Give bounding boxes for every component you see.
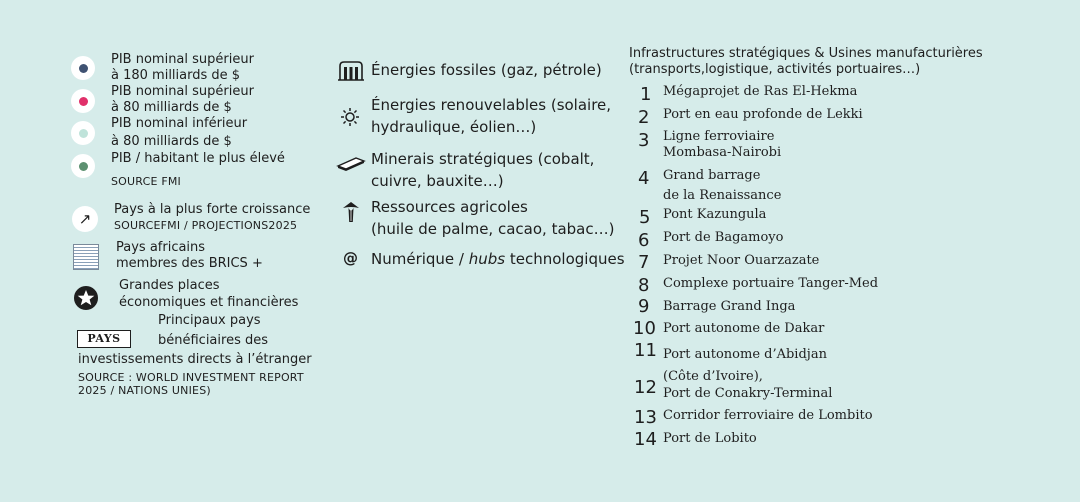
pib-above-180-label	[111, 52, 254, 84]
pib-per-capita-marker	[71, 154, 95, 178]
renewable-line1: Énergies renouvelables (solaire,	[371, 96, 612, 114]
brics-hatch-icon	[73, 244, 99, 270]
infrastructure-heading-line1: Infrastructures stratégiques & Usines manufacturières	[629, 46, 983, 61]
infra-item-8: Complexe portuaire Tanger-Med	[663, 276, 879, 291]
pib-above-80-dot	[79, 97, 88, 106]
infra-item-6: Port de Bagamoyo	[663, 230, 784, 245]
source3-line2: 2025 / NATIONS UNIES)	[78, 384, 211, 397]
ide-line1: Principaux pays	[158, 313, 261, 328]
infra-number-2: 2	[638, 107, 650, 128]
ide-label-top	[158, 312, 268, 350]
agriculture-icon	[340, 201, 362, 227]
infra-number-10: 10	[633, 318, 656, 339]
infra-item-4-line1: Grand barrage	[663, 168, 761, 183]
infra-item-3-line2: Mombasa-Nairobi	[663, 145, 782, 160]
digital-text-a: Numérique /	[371, 250, 469, 268]
brics-label	[116, 240, 263, 272]
infra-number-8: 8	[638, 275, 650, 296]
infra-number-6: 6	[638, 230, 650, 251]
pib-above-80-marker	[71, 89, 95, 113]
financial-centers-line2: économiques et financières	[119, 295, 299, 310]
pib-below-80-marker	[71, 121, 95, 145]
digital-text-c: technologiques	[505, 250, 625, 268]
ide-line2: bénéficiaires des	[158, 333, 268, 348]
infra-number-1: 1	[640, 84, 652, 105]
infra-item-1: Mégaprojet de Ras El-Hekma	[663, 84, 858, 99]
agriculture-label	[371, 196, 614, 240]
minerals-line1: Minerais stratégiques (cobalt,	[371, 150, 595, 168]
ingot-icon	[336, 154, 366, 176]
renewable-energy-label	[371, 94, 611, 138]
infra-item-11	[663, 344, 827, 388]
digital-text-hubs: hubs	[468, 250, 506, 268]
source-world-investment-report	[78, 371, 304, 397]
financial-centers-line1: Grandes places	[119, 278, 220, 293]
fossil-energy-label: Énergies fossiles (gaz, pétrole)	[371, 61, 602, 79]
infra-item-9: Barrage Grand Inga	[663, 299, 796, 314]
arrow-up-right-icon: ↗	[72, 206, 98, 232]
pib-above-80-label	[111, 84, 254, 116]
agriculture-line1: Ressources agricoles	[371, 198, 528, 216]
brics-line2: membres des BRICS +	[116, 256, 263, 271]
infra-item-12: Port de Conakry-Terminal	[663, 386, 833, 401]
infra-number-14: 14	[634, 429, 657, 450]
at-sign-icon: @	[343, 249, 358, 267]
pib-above-80-line1: PIB nominal supérieur	[111, 84, 254, 99]
pib-above-180-dot	[79, 64, 88, 73]
infra-item-4-line2: de la Renaissance	[663, 188, 782, 203]
minerals-label	[371, 148, 594, 192]
pib-above-180-line1: PIB nominal supérieur	[111, 52, 254, 67]
growth-label: Pays à la plus forte croissance	[114, 202, 311, 217]
infra-item-7: Projet Noor Ouarzazate	[663, 253, 820, 268]
infra-item-13: Corridor ferroviaire de Lombito	[663, 408, 873, 423]
infra-item-11-line1: Port autonome d’Abidjan	[663, 347, 827, 362]
pib-below-80-dot	[79, 129, 88, 138]
infra-item-4	[663, 166, 781, 206]
minerals-line2: cuivre, bauxite…)	[371, 172, 504, 190]
pays-label-box: PAYS	[77, 330, 131, 348]
infrastructure-heading	[629, 46, 983, 78]
infra-item-10: Port autonome de Dakar	[663, 321, 825, 336]
digital-label	[371, 248, 625, 270]
pib-above-180-marker	[71, 56, 95, 80]
infra-number-9: 9	[638, 296, 650, 317]
financial-centers-label	[119, 277, 298, 311]
infra-number-4: 4	[638, 168, 650, 189]
sun-glyph	[341, 108, 359, 126]
infra-item-3-line1: Ligne ferroviaire	[663, 129, 775, 144]
sun-icon	[341, 108, 359, 130]
source-fmi-projections: SOURCEFMI / PROJECTIONS2025	[114, 219, 298, 232]
source3-line1: SOURCE : WORLD INVESTMENT REPORT	[78, 371, 304, 384]
brics-line1: Pays africains	[116, 240, 206, 255]
infra-item-2: Port en eau profonde de Lekki	[663, 107, 863, 122]
infra-item-14: Port de Lobito	[663, 431, 757, 446]
ingot-glyph	[336, 154, 366, 172]
infra-number-7: 7	[638, 252, 650, 273]
star-icon	[74, 286, 98, 310]
infra-number-3: 3	[638, 130, 650, 151]
source-fmi: SOURCE FMI	[111, 175, 181, 188]
pib-below-80-line2: à 80 milliards de $	[111, 134, 232, 149]
ide-line3: investissements directs à l’étranger	[78, 352, 312, 367]
renewable-line2: hydraulique, éolien…)	[371, 118, 537, 136]
infra-number-13: 13	[634, 407, 657, 428]
pib-per-capita-dot	[79, 162, 88, 171]
pib-per-capita-label: PIB / habitant le plus élevé	[111, 151, 285, 166]
infra-item-5: Pont Kazungula	[663, 207, 767, 222]
agriculture-line2: (huile de palme, cacao, tabac…)	[371, 220, 615, 238]
pib-above-80-line2: à 80 milliards de $	[111, 100, 232, 115]
infrastructure-heading-line2: (transports,logistique, activités portuaires…)	[629, 62, 921, 77]
infra-number-11: 11	[634, 340, 657, 361]
infra-item-11-line2: (Côte d’Ivoire),	[663, 369, 763, 384]
pib-below-80-line1: PIB nominal inférieur	[111, 116, 248, 131]
infra-number-5: 5	[639, 207, 651, 228]
pib-above-180-line2: à 180 milliards de $	[111, 68, 241, 83]
fossil-energy-glyph	[338, 59, 364, 81]
infra-number-12: 12	[634, 377, 657, 398]
agriculture-glyph	[340, 201, 362, 223]
pib-below-80-label	[111, 116, 247, 150]
fossil-energy-icon	[338, 59, 364, 85]
infra-item-3	[663, 129, 781, 161]
star-icon-glyph	[76, 288, 96, 308]
